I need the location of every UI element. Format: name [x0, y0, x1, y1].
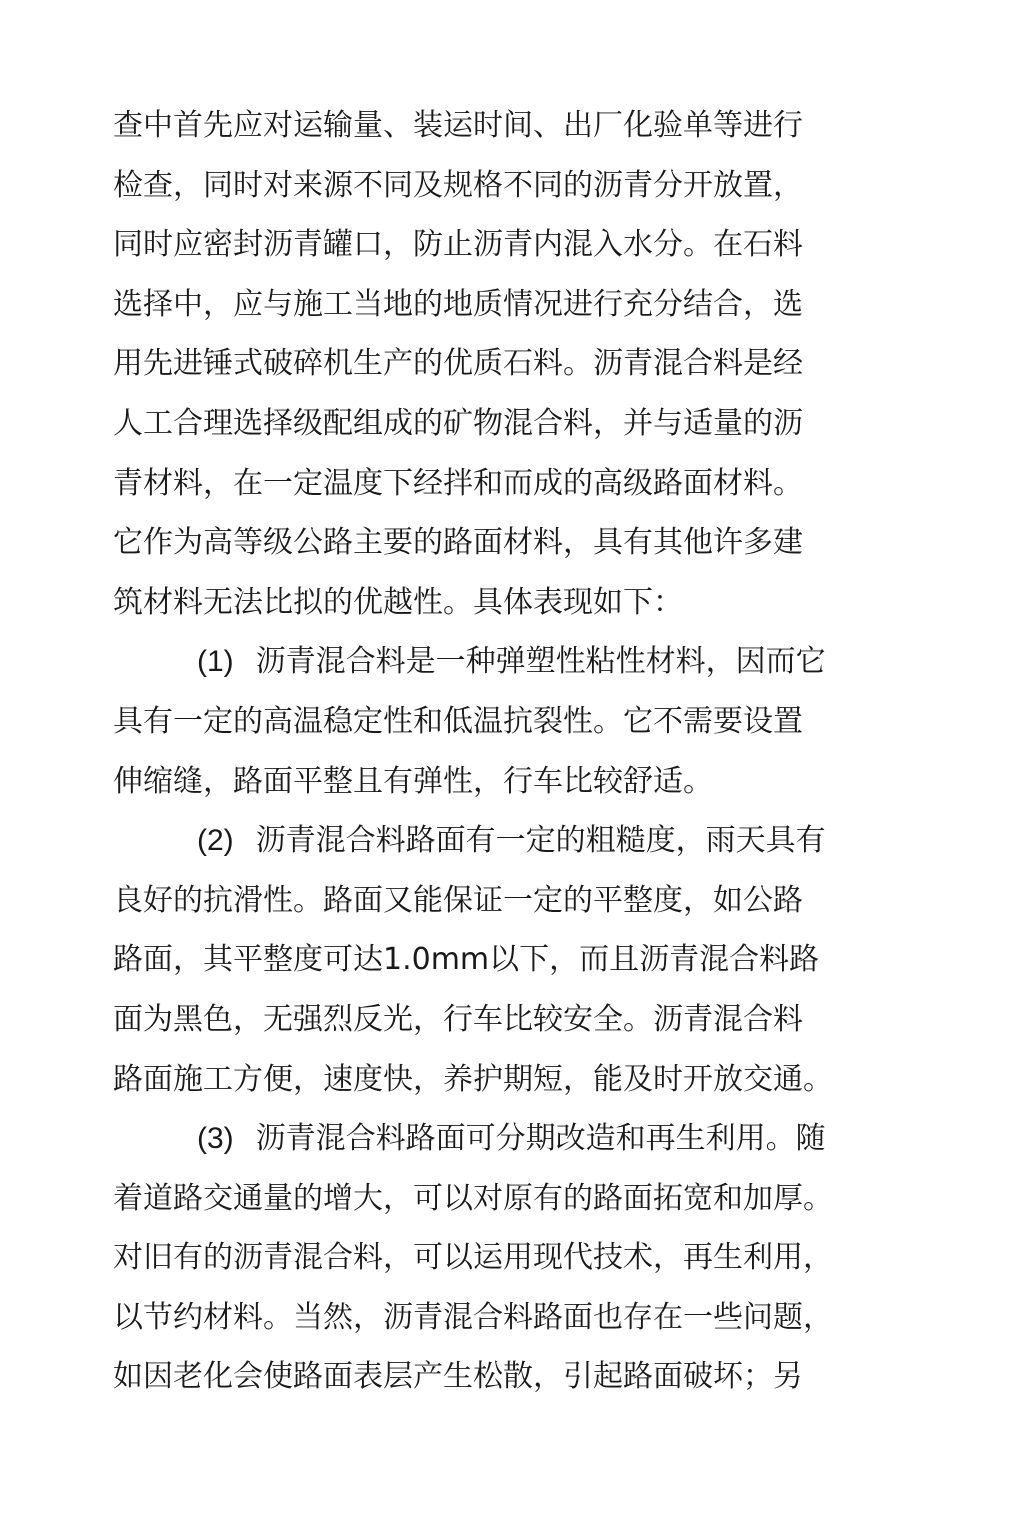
text-line: 良好的抗滑性。路面又能保证一定的平整度，如公路 — [113, 882, 803, 918]
list-item-3 — [113, 1109, 873, 1169]
list-marker: (1) — [197, 645, 234, 679]
text-line: 它作为高等级公路主要的路面材料，具有其他许多建 — [113, 525, 803, 561]
text-line: 路面，其平整度可达1.0mm以下，而且沥青混合料路 — [113, 942, 820, 978]
text-line: 沥青混合料路面可分期改造和再生利用。随 — [255, 1121, 826, 1157]
body-text — [113, 96, 873, 1407]
text-line: 用先进锤式破碎机生产的优质石料。沥青混合料是经 — [113, 346, 803, 382]
text-line: 沥青混合料是一种弹塑性粘性材料，因而它 — [255, 644, 826, 680]
text-line: 查中首先应对运输量、装运时间、出厂化验单等进行 — [113, 108, 803, 143]
text-line: 同时应密封沥青罐口，防止沥青内混入水分。在石料 — [113, 227, 803, 263]
text-line: 沥青混合料路面有一定的粗糙度，雨天具有 — [255, 823, 826, 859]
text-line: 具有一定的高温稳定性和低温抗裂性。它不需要设置 — [113, 703, 803, 739]
list-item-2 — [113, 811, 873, 871]
text-line: 面为黑色，无强烈反光，行车比较安全。沥青混合料 — [113, 1001, 803, 1037]
text-line: 伸缩缝，路面平整且有弹性，行车比较舒适。 — [113, 763, 713, 799]
text-line: 如因老化会使路面表层产生松散，引起路面破坏；另 — [113, 1359, 803, 1395]
text-line: 对旧有的沥青混合料，可以运用现代技术，再生利用， — [113, 1240, 833, 1276]
text-line: 选择中，应与施工当地的地质情况进行充分结合，选 — [113, 286, 803, 322]
list-marker: (3) — [197, 1122, 234, 1156]
text-line: 着道路交通量的增大，可以对原有的路面拓宽和加厚。 — [113, 1180, 833, 1216]
text-line: 以节约材料。当然，沥青混合料路面也存在一些问题， — [113, 1299, 833, 1335]
text-line: 路面施工方便，速度快，养护期短，能及时开放交通。 — [113, 1061, 833, 1097]
list-marker: (2) — [197, 824, 234, 858]
text-line: 筑材料无法比拟的优越性。具体表现如下： — [113, 584, 683, 620]
text-line: 青材料，在一定温度下经拌和而成的高级路面材料。 — [113, 465, 803, 501]
text-line: 人工合理选择级配组成的矿物混合料，并与适量的沥 — [113, 405, 803, 441]
list-item-1 — [113, 632, 873, 692]
text-line: 检查，同时对来源不同及规格不同的沥青分开放置， — [113, 167, 803, 203]
